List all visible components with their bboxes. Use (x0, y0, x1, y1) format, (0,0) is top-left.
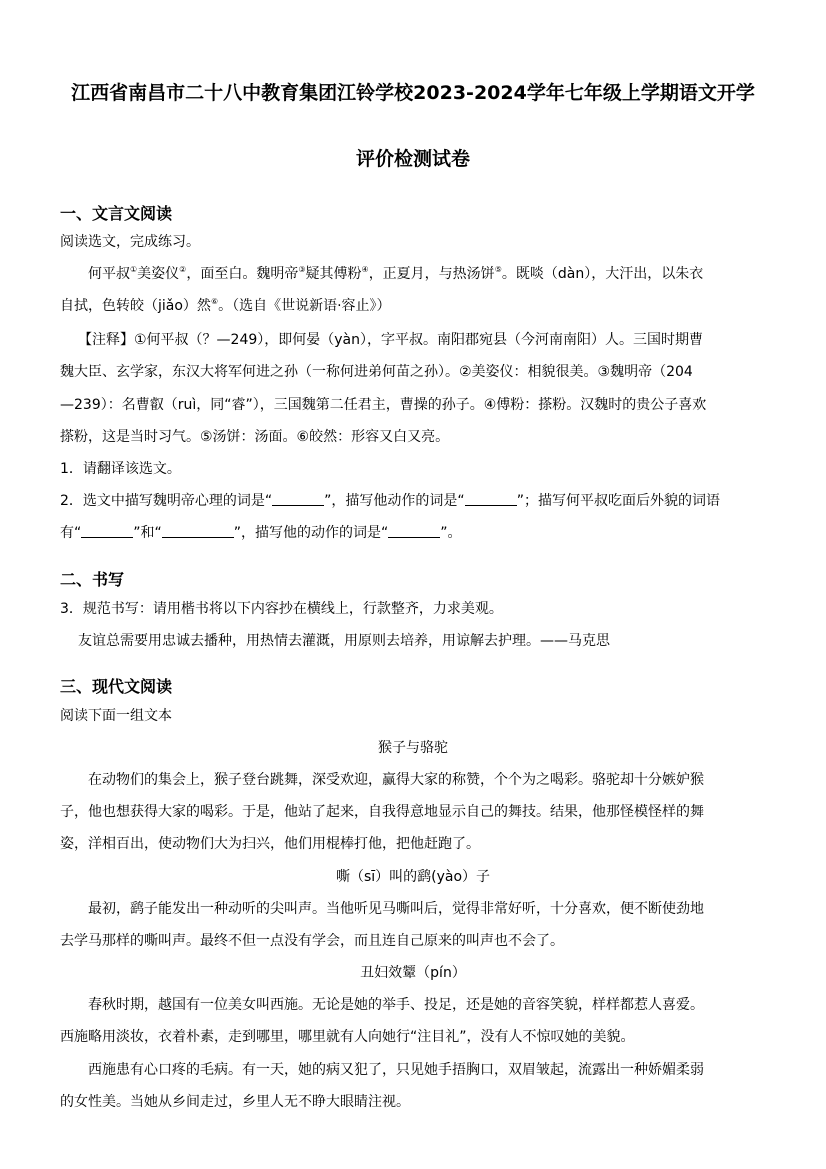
section2-heading: 二、书写 (60, 570, 125, 589)
notes-line: —239）：名曹叡（ruì，同“睿”），三国魏第二任君主，曹操的孙子。④傅粉：搽粉。汉魏时的贵公子喜欢 (60, 397, 707, 413)
story-title: 丑妇效颦（pín） (360, 965, 466, 981)
passage-line2: 自拭，色转皎（jiǎo）然⑥。（选自《世说新语·容止》） (60, 297, 391, 314)
passage-line1: 何平叔①美姿仪②，面至白。魏明帝③疑其傅粉④，正夏月，与热汤饼⑤。既啖（dàn），大汗出，以朱衣 (88, 265, 704, 282)
question-2-line1: 2．选文中描写魏明帝心理的词是“ ”，描写他动作的词是“ ”；描写何平叔吃面后外貌的词语 (60, 493, 720, 509)
story-line: 在动物们的集会上，猴子登台跳舞，深受欢迎，赢得大家的称赞，个个为之喝彩。骆驼却十分嫉妒猴 (88, 772, 704, 788)
story-title: 嘶（sī）叫的鹞(yào）子 (335, 869, 491, 885)
answer-blank[interactable] (162, 524, 234, 538)
story-title: 猴子与骆驼 (378, 740, 448, 756)
section3-heading: 三、现代文阅读 (60, 677, 173, 696)
section3-intro: 阅读下面一组文本 (60, 708, 172, 724)
story-line: 子，他也想获得大家的喝彩。于是，他站了起来，自我得意地显示自己的舞技。结果，他那怪模怪样的舞 (60, 804, 704, 820)
answer-blank[interactable] (272, 492, 324, 506)
story-line: 春秋时期，越国有一位美女叫西施。无论是她的举手、投足，还是她的音容笑貌，样样都惹人喜爱。 (88, 997, 704, 1013)
answer-blank[interactable] (465, 492, 517, 506)
story-line: 去学马那样的嘶叫声。最终不但一点没有学会，而且连自己原来的叫声也不会了。 (60, 933, 564, 949)
section1-intro: 阅读选文，完成练习。 (60, 234, 200, 250)
copy-quote: 友谊总需要用忠诚去播种，用热情去灌溉，用原则去培养，用谅解去护理。——马克思 (78, 633, 610, 649)
story-line: 西施略用淡妆，衣着朴素，走到哪里，哪里就有人向她行“注目礼”，没有人不惊叹她的美貌。 (60, 1029, 635, 1045)
story-line: 西施患有心口疼的毛病。有一天，她的病又犯了，只见她手捂胸口，双眉皱起，流露出一种娇媚柔弱 (88, 1062, 704, 1078)
question-2-line2: 有“ ”和“ ”，描写他的动作的词是“ ”。 (60, 525, 462, 541)
story-line: 最初，鹞子能发出一种动听的尖叫声。当他听见马嘶叫后，觉得非常好听，十分喜欢，便不断使劲地 (88, 901, 704, 917)
notes-line: 【注释】①何平叔（？—249），即何晏（yàn），字平叔。南阳郡宛县（今河南南阳）人。三国时期曹 (78, 332, 704, 348)
doc-title-line2: 评价检测试卷 (355, 148, 470, 170)
answer-blank[interactable] (388, 524, 440, 538)
notes-line: 魏大臣、玄学家，东汉大将军何进之孙（一称何进弟何苗之孙）。②美姿仪：相貌很美。③魏明帝（204 (60, 364, 693, 380)
question-1: 1．请翻译该选文。 (60, 461, 181, 477)
story-line: 姿，洋相百出，使动物们大为扫兴，他们用棍棒打他，把他赶跑了。 (60, 836, 480, 852)
notes-line: 搽粉，这是当时习气。⑤汤饼：汤面。⑥皎然：形容又白又亮。 (60, 429, 450, 445)
section1-heading: 一、文言文阅读 (60, 204, 173, 223)
answer-blank[interactable] (81, 524, 133, 538)
question-3: 3．规范书写：请用楷书将以下内容抄在横线上，行款整齐，力求美观。 (60, 601, 503, 617)
doc-title-line1: 江西省南昌市二十八中教育集团江铃学校2023-2024学年七年级上学期语文开学 (71, 82, 755, 104)
story-line: 的女性美。当她从乡间走过，乡里人无不睁大眼睛注视。 (60, 1094, 410, 1110)
